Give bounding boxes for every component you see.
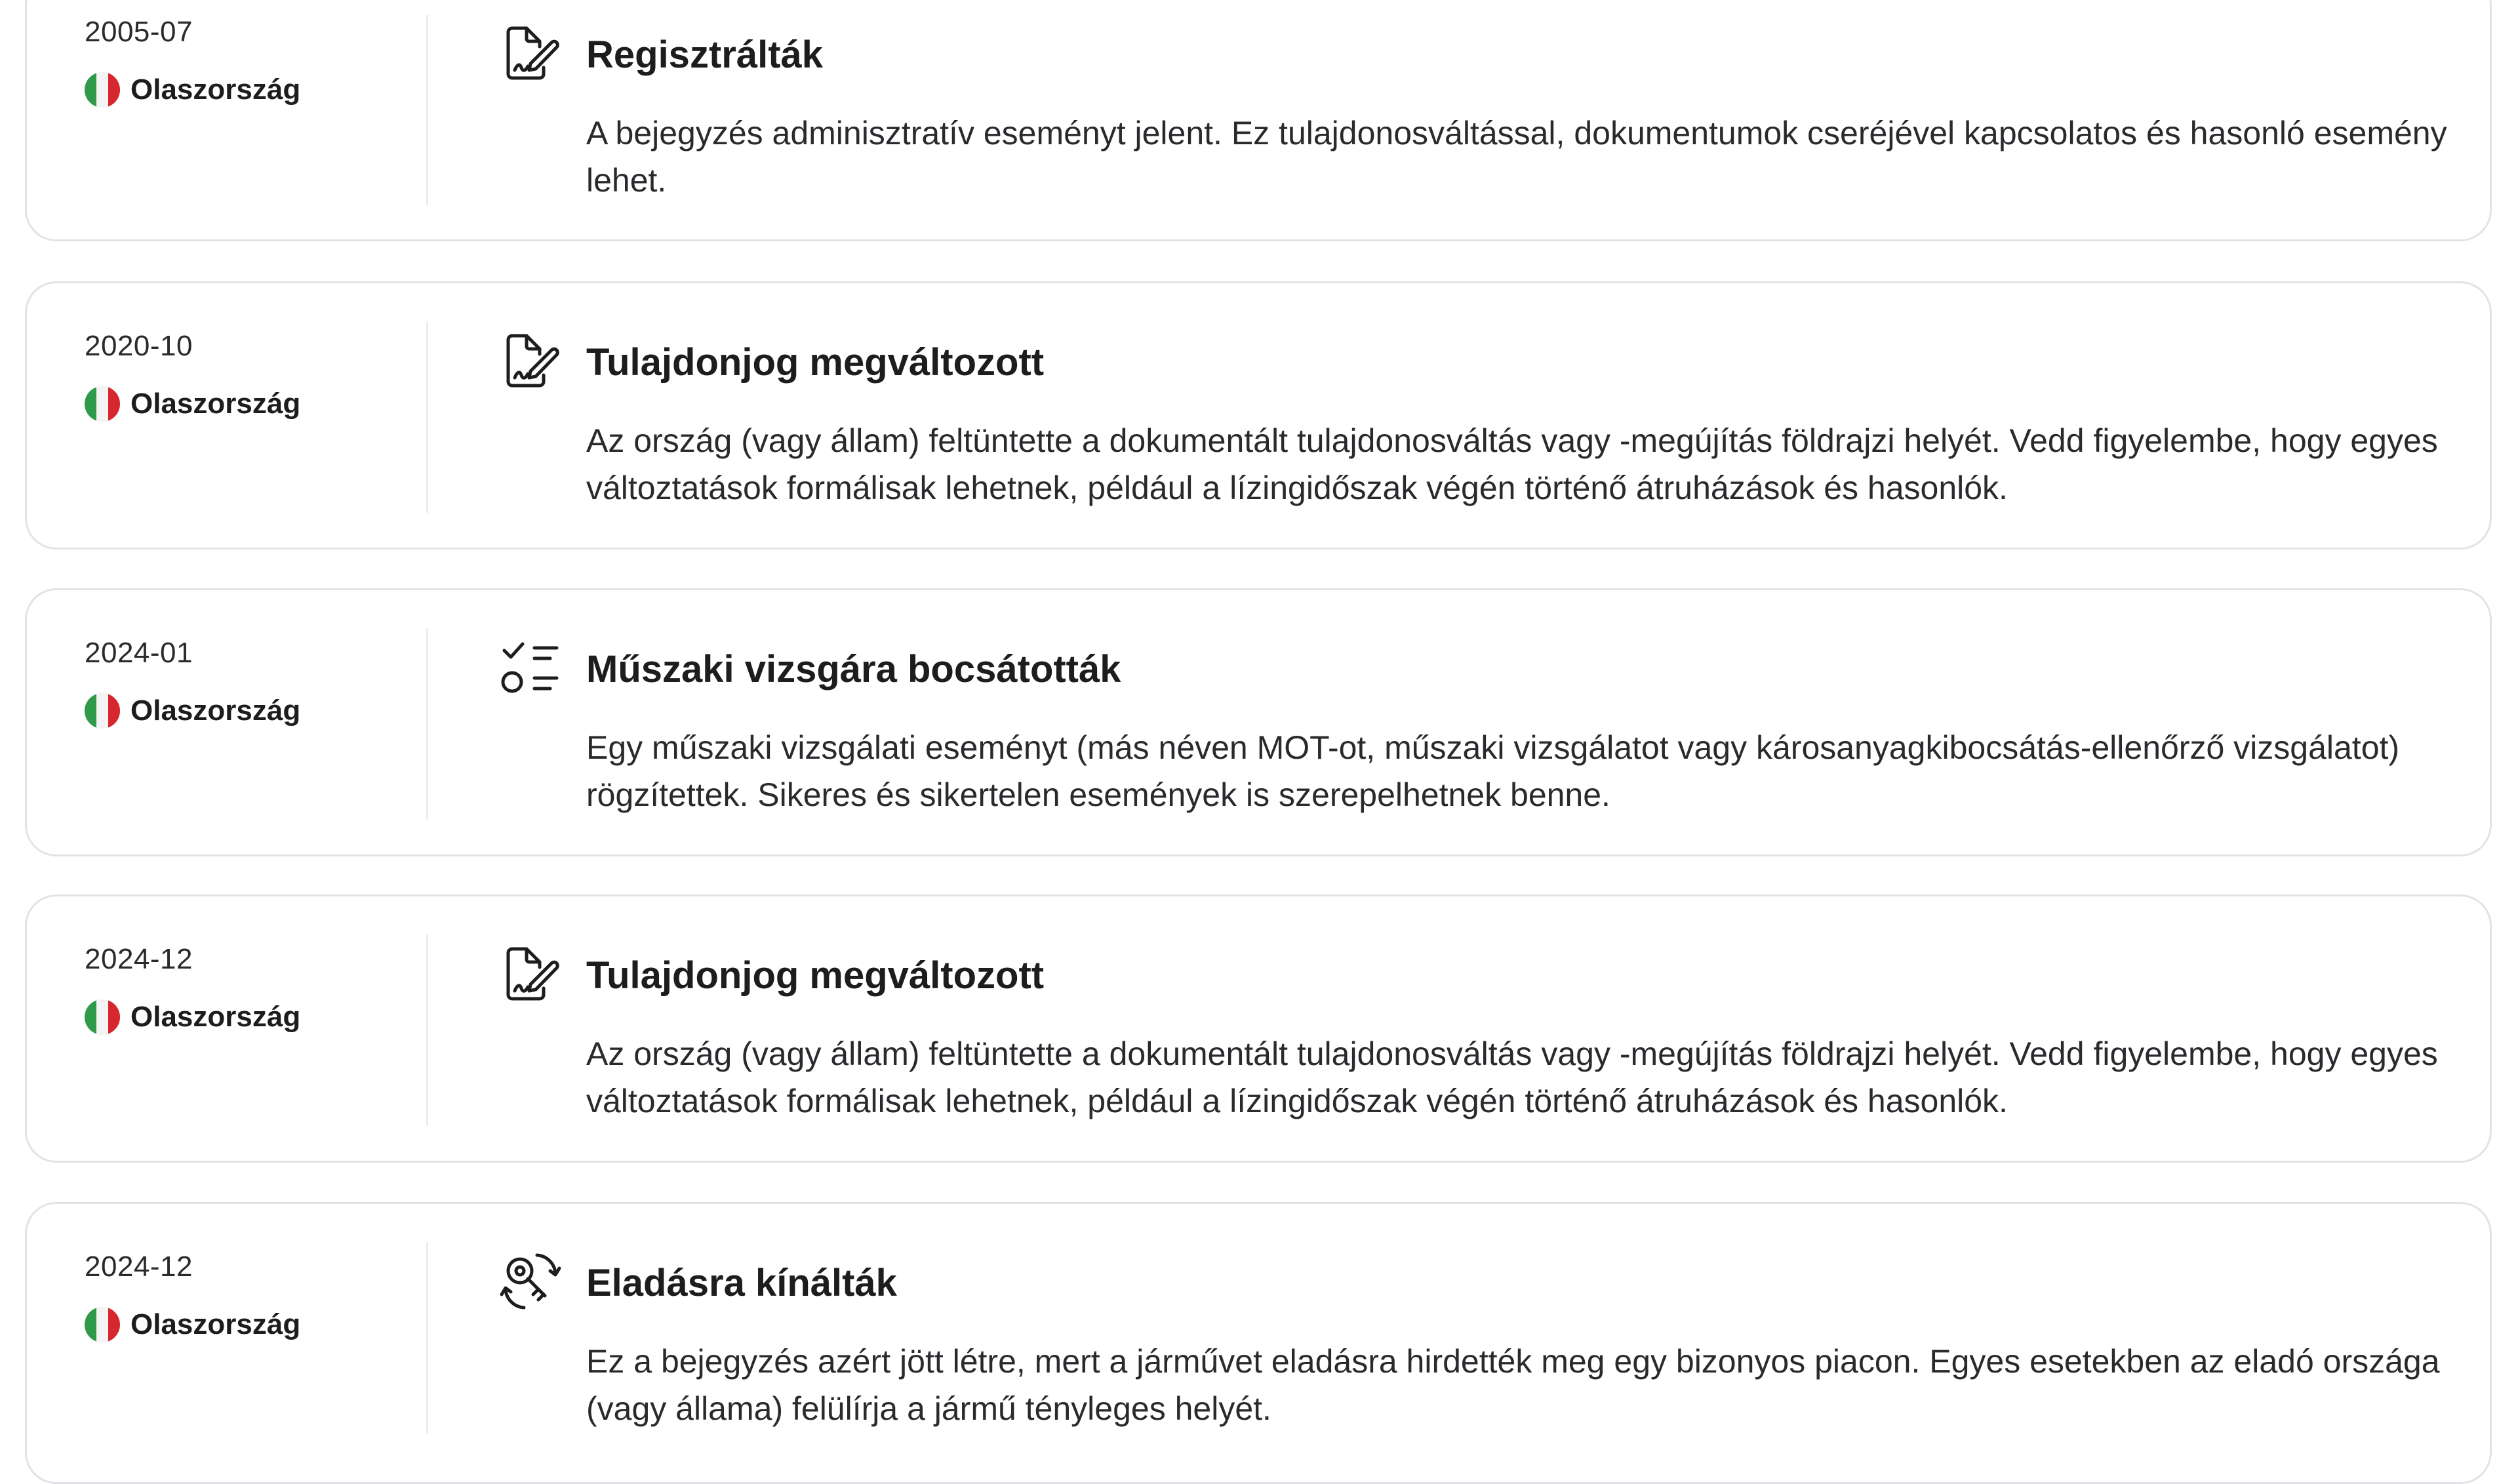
event-title: Műszaki vizsgára bocsátották [586, 648, 1121, 691]
country-name: Olaszország [130, 1001, 301, 1033]
timeline-event-card [25, 0, 2492, 241]
event-date: 2020-10 [85, 330, 193, 362]
timeline-event-card [25, 281, 2492, 550]
checklist-icon [498, 635, 563, 700]
timeline-event-card [25, 588, 2492, 856]
event-country [85, 73, 426, 107]
event-country [85, 1308, 426, 1342]
column-divider [426, 15, 428, 205]
country-name: Olaszország [130, 388, 301, 420]
event-title: Regisztrálták [586, 33, 824, 76]
column-divider [426, 934, 428, 1126]
event-description: Az ország (vagy állam) feltüntette a dokumentált tulajdonosváltás vagy -megújítás földrajzi helyét. Vedd figyelembe, hogy egyes változtatások formálisak lehetnek, például a lízingidőszak végén történő átruházások és hasonlók. [586, 422, 2438, 506]
event-description: Az ország (vagy állam) feltüntette a dokumentált tulajdonosváltás vagy -megújítás földrajzi helyét. Vedd figyelembe, hogy egyes változtatások formálisak lehetnek, például a lízingidőszak végén történő átruházások és hasonlók. [586, 1035, 2438, 1119]
event-meta [85, 942, 426, 1034]
event-country [85, 1000, 426, 1034]
key-exchange-icon [498, 1249, 563, 1314]
event-country [85, 694, 426, 728]
event-meta [85, 636, 426, 728]
event-meta [85, 329, 426, 421]
column-divider [426, 1242, 428, 1434]
event-date: 2024-12 [85, 943, 193, 975]
column-divider [426, 321, 428, 513]
event-meta [85, 1250, 426, 1342]
italy-flag-icon [85, 1307, 120, 1342]
italy-flag-icon [85, 693, 120, 729]
event-title: Tulajdonjog megváltozott [586, 341, 1045, 384]
column-divider [426, 628, 428, 820]
country-name: Olaszország [130, 1308, 301, 1340]
italy-flag-icon [85, 386, 120, 422]
event-title: Tulajdonjog megváltozott [586, 954, 1045, 997]
italy-flag-icon [85, 72, 120, 108]
event-description: Ez a bejegyzés azért jött létre, mert a járművet eladásra hirdették meg egy bizonyos piacon. Egyes esetekben az eladó országa (vagy állama) felülírja a jármű tényleges helyét. [586, 1343, 2440, 1427]
event-country [85, 387, 426, 421]
document-signature-icon [498, 328, 563, 393]
event-date: 2024-01 [85, 637, 193, 669]
timeline-event-card [25, 894, 2492, 1163]
event-date: 2005-07 [85, 16, 193, 48]
country-name: Olaszország [130, 694, 301, 727]
document-signature-icon [498, 941, 563, 1007]
event-description: Egy műszaki vizsgálati eseményt (más néven MOT-ot, műszaki vizsgálatot vagy károsanyagkibocsátás-ellenőrző vizsgálatot) rögzítettek. Sikeres és sikertelen események is szerepelhetnek benne. [586, 729, 2400, 813]
event-description: A bejegyzés adminisztratív eseményt jelent. Ez tulajdonosváltással, dokumentumok cseréjével kapcsolatos és hasonló esemény lehet. [586, 115, 2447, 199]
document-signature-icon [498, 20, 563, 86]
event-title: Eladásra kínálták [586, 1262, 897, 1304]
timeline-event-card [25, 1202, 2492, 1484]
event-date: 2024-12 [85, 1251, 193, 1283]
country-name: Olaszország [130, 73, 301, 106]
italy-flag-icon [85, 999, 120, 1035]
event-meta [85, 15, 426, 107]
